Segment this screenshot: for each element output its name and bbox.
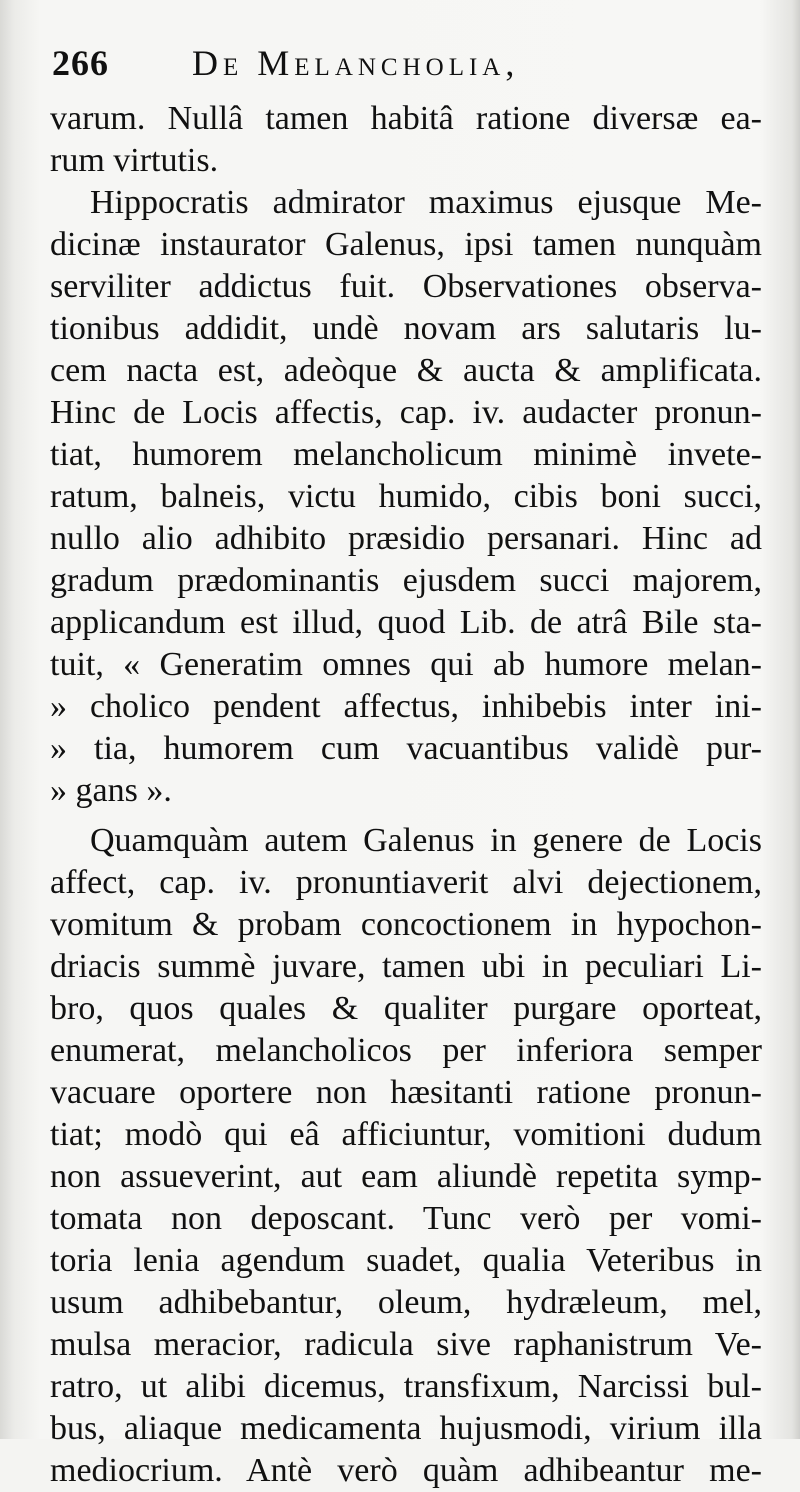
text-line: serviliter addictus fuit. Observationes observa- — [50, 268, 762, 305]
text-line: » gans ». — [50, 772, 172, 809]
text-line: dicinæ instaurator Galenus, ipsi tamen nunquàm — [50, 226, 762, 263]
text-line: non assueverint, aut eam aliundè repetita symp- — [50, 1158, 762, 1195]
text-line: Hippocratis admirator maximus ejusque Me- — [90, 184, 762, 221]
text-line: » tia, humorem cum vacuantibus validè pur- — [50, 730, 762, 767]
text-line: mediocrium. Antè verò quàm adhibeantur me- — [50, 1452, 762, 1489]
text-line: tionibus addidit, undè novam ars salutaris lu- — [50, 310, 762, 347]
page-number: 266 — [52, 43, 109, 83]
running-title: De Melancholia, — [192, 43, 520, 83]
text-line: tuit, « Generatim omnes qui ab humore melan- — [50, 646, 762, 683]
text-line: enumerat, melancholicos per inferiora semper — [50, 1032, 762, 1069]
text-line: ratum, balneis, victu humido, cibis boni succi, — [50, 478, 762, 515]
text-line: toria lenia agendum suadet, qualia Veteribus in — [50, 1242, 762, 1279]
text-line: bro, quos quales & qualiter purgare oporteat, — [50, 990, 762, 1027]
text-line: tiat; modò qui eâ afficiuntur, vomitioni dudum — [50, 1116, 762, 1153]
page-header — [52, 42, 772, 102]
text-line: applicandum est illud, quod Lib. de atrâ Bile sta- — [50, 604, 762, 641]
text-line: Hinc de Locis affectis, cap. iv. audacter pronun- — [50, 394, 762, 431]
text-line: mulsa meracior, radicula sive raphanistrum Ve- — [50, 1326, 762, 1363]
text-line: tiat, humorem melancholicum minimè invete- — [50, 436, 762, 473]
text-line: cem nacta est, adeòque & aucta & amplificata. — [50, 352, 762, 389]
text-line: tomata non deposcant. Tunc verò per vomi- — [50, 1200, 762, 1237]
text-line: gradum prædominantis ejusdem succi majorem, — [50, 562, 762, 599]
text-line: Quamquàm autem Galenus in genere de Locis — [90, 822, 762, 859]
text-line: bus, aliaque medicamenta hujusmodi, virium illa — [50, 1410, 762, 1447]
body-text — [50, 98, 762, 1492]
text-line: nullo alio adhibito præsidio persanari. Hinc ad — [50, 520, 762, 557]
text-line: rum virtutis. — [50, 142, 219, 179]
text-line: ratro, ut alibi dicemus, transfixum, Narcissi bul- — [50, 1368, 762, 1405]
text-line: affect, cap. iv. pronuntiaverit alvi dejectionem, — [50, 864, 762, 901]
text-line: driacis summè juvare, tamen ubi in peculiari Li- — [50, 948, 762, 985]
text-line: » cholico pendent affectus, inhibebis inter ini- — [50, 688, 762, 725]
text-line: vomitum & probam concoctionem in hypochon- — [50, 906, 762, 943]
text-line: usum adhibebantur, oleum, hydræleum, mel, — [50, 1284, 762, 1321]
text-line: vacuare oportere non hæsitanti ratione pronun- — [50, 1074, 762, 1111]
text-line: varum. Nullâ tamen habitâ ratione diversæ ea- — [50, 100, 762, 137]
